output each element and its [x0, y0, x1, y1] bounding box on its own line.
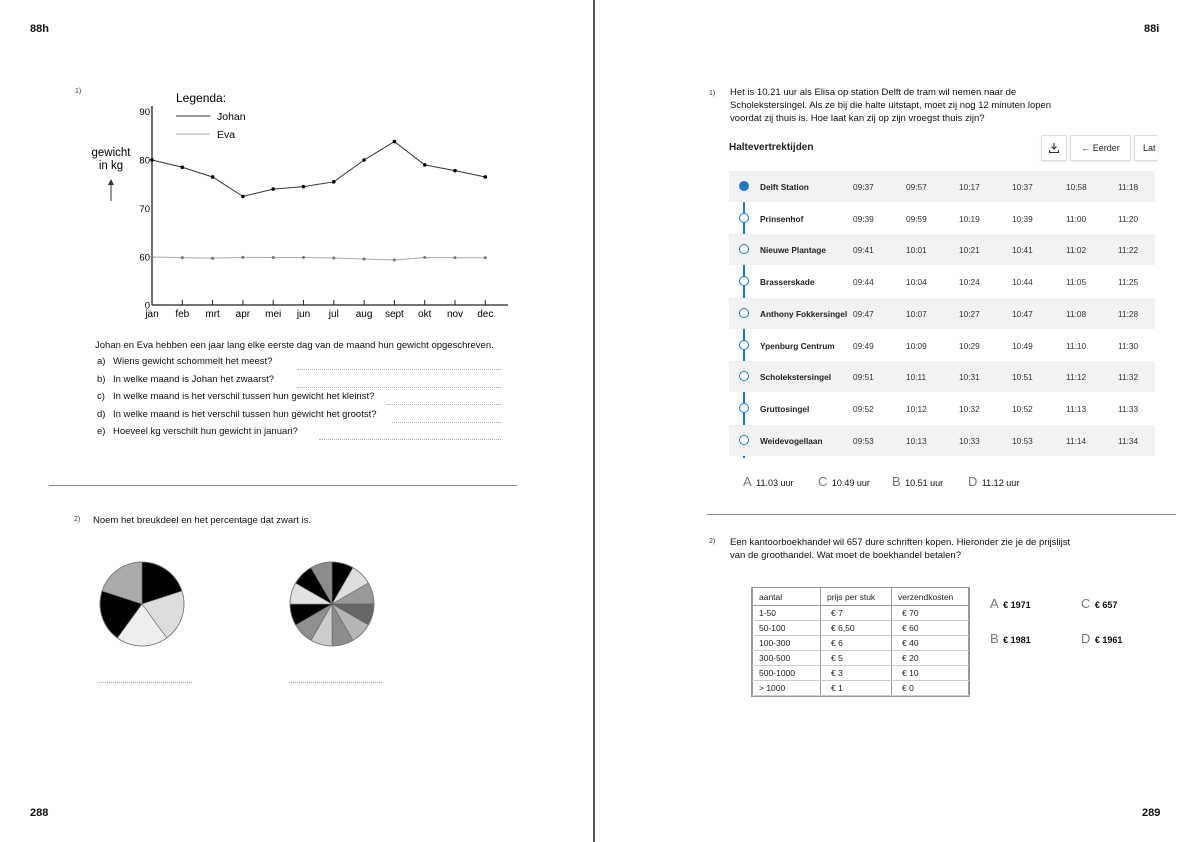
- answer-line[interactable]: [387, 403, 501, 405]
- answer-value: € 1981: [1003, 635, 1031, 645]
- column-header: prijs per stuk: [821, 588, 892, 606]
- answer-letter: B: [892, 474, 901, 489]
- data-point-johan: [271, 187, 275, 191]
- answer-value: € 1971: [1003, 600, 1031, 610]
- subquestion-a: [97, 356, 502, 372]
- departure-time: 11:13: [1066, 403, 1087, 414]
- question-text: [730, 86, 1110, 125]
- pie-chart-12: [287, 560, 377, 650]
- departure-time: 11:18: [1118, 182, 1139, 192]
- pie-chart-5: [96, 560, 188, 650]
- x-tick-label: aug: [355, 309, 373, 320]
- departure-time: 10:09: [906, 340, 927, 351]
- subquestion-text: In welke maand is het verschil tussen hun gewicht het kleinst?: [113, 391, 375, 402]
- y-tick-label: 80: [139, 155, 150, 167]
- departure-time: 11:10: [1066, 340, 1087, 351]
- section-divider: [707, 514, 1176, 515]
- answer-letter: C: [818, 474, 828, 489]
- departure-time: 10:58: [1066, 182, 1087, 192]
- table-cell: 100-300: [753, 636, 821, 651]
- table-row: [753, 681, 969, 696]
- legend-label-johan: Johan: [217, 111, 246, 123]
- data-point-johan: [362, 158, 366, 162]
- departure-time: 09:51: [853, 372, 874, 383]
- stop-name: Weidevogellaan: [760, 435, 823, 446]
- data-point-johan: [211, 175, 215, 179]
- departure-time: 10:19: [959, 213, 980, 224]
- data-point-johan: [453, 169, 457, 173]
- departure-time: 10:44: [1012, 277, 1033, 288]
- departure-time: 10:39: [1012, 213, 1033, 224]
- departure-time: 09:52: [853, 403, 874, 414]
- data-point-johan: [423, 163, 427, 167]
- table-cell: € 20: [892, 651, 969, 666]
- later-button[interactable]: Lat: [1134, 135, 1158, 161]
- departure-time: 11:02: [1066, 245, 1087, 256]
- answer-letter: C: [1081, 596, 1091, 611]
- right-page-number: 289: [1142, 807, 1161, 819]
- departure-time: 09:44: [853, 277, 874, 288]
- subquestion-text: Wiens gewicht schommelt het meest?: [113, 356, 273, 367]
- answer-letter: A: [743, 474, 752, 489]
- left-page-code: 88h: [30, 23, 49, 35]
- departure-time: 10:37: [1012, 182, 1033, 192]
- data-point-eva: [272, 256, 275, 259]
- departure-time: 10:21: [959, 245, 980, 256]
- legend-label-eva: Eva: [217, 129, 236, 141]
- departure-time: 10:07: [906, 308, 927, 319]
- subquestion-d: [97, 409, 502, 425]
- subquestion-letter: e): [97, 426, 106, 437]
- departure-time: 11:14: [1066, 435, 1087, 446]
- stop-name: Anthony Fokkersingel: [760, 308, 848, 319]
- table-cell: € 6,50: [821, 621, 892, 636]
- answer-line[interactable]: [289, 681, 382, 683]
- answer-option-c[interactable]: [1081, 595, 1117, 613]
- question-line: voordat zij thuis is. Hoe laat kan zij op zijn vroegst thuis zijn?: [730, 113, 985, 124]
- y-axis-label-line1: gewicht: [91, 147, 131, 159]
- departure-time: 11:33: [1118, 403, 1139, 414]
- y-tick-label: 60: [139, 252, 150, 264]
- stop-marker-icon: [739, 244, 749, 254]
- answer-letter: B: [990, 631, 999, 646]
- data-point-johan: [484, 175, 488, 179]
- departure-time: 10:11: [906, 372, 927, 383]
- data-point-eva: [484, 256, 487, 259]
- weight-line-chart: [80, 88, 520, 328]
- question-line: Scholekstersingel. Als ze bij die halte uitstapt, moet zij nog 12 minuten lopen: [730, 100, 1052, 111]
- right-page-code: 88i: [1144, 23, 1160, 35]
- x-tick-label: mei: [265, 309, 282, 320]
- departure-time: 09:49: [853, 340, 874, 351]
- answer-line[interactable]: [297, 386, 501, 388]
- data-point-johan: [181, 165, 185, 169]
- subquestion-text: In welke maand is Johan het zwaarst?: [113, 373, 275, 385]
- download-icon: [1048, 142, 1060, 154]
- table-cell: € 10: [892, 666, 969, 681]
- legend-title: Legenda:: [176, 91, 227, 105]
- stop-name: Ypenburg Centrum: [760, 340, 835, 351]
- stop-marker-icon: [739, 340, 749, 350]
- subquestion-letter: b): [97, 373, 106, 385]
- question-number: 1): [75, 88, 82, 95]
- price-table: [751, 587, 970, 697]
- departure-time: 10:13: [906, 435, 927, 446]
- departure-time: 10:41: [1012, 245, 1033, 256]
- stop-name: Nieuwe Plantage: [760, 245, 826, 256]
- y-axis-label-line2: in kg: [98, 160, 124, 172]
- table-cell: € 7: [821, 606, 892, 621]
- subquestion-letter: c): [97, 391, 105, 402]
- timetable-row[interactable]: [729, 298, 1155, 329]
- y-tick-label: 0: [144, 300, 150, 312]
- departure-time: 10:17: [959, 182, 980, 192]
- data-point-johan: [393, 140, 397, 144]
- table-row: [753, 651, 969, 666]
- x-tick-label: jan: [145, 309, 159, 320]
- answer-letter: D: [968, 474, 978, 489]
- departure-time: 10:27: [959, 308, 980, 319]
- question-text: Noem het breukdeel en het percentage dat zwart is.: [93, 515, 312, 526]
- question-number: 1): [709, 90, 716, 97]
- departure-time: 11:25: [1118, 277, 1139, 288]
- answer-value: € 657: [1094, 600, 1118, 610]
- table-row: [753, 621, 969, 636]
- answer-value: 10.49 uur: [831, 478, 870, 488]
- departure-time: 11:34: [1118, 435, 1139, 446]
- table-cell: 300-500: [753, 651, 821, 666]
- subquestion-b: [97, 374, 502, 390]
- departure-time: 10:04: [906, 277, 927, 288]
- data-point-eva: [454, 256, 457, 259]
- x-tick-label: dec: [477, 309, 494, 320]
- y-axis-arrow-icon: [108, 179, 114, 201]
- departure-time: 11:32: [1118, 372, 1139, 383]
- departure-time: 10:47: [1012, 308, 1033, 319]
- data-point-eva: [151, 256, 154, 259]
- stop-marker-icon: [739, 435, 749, 445]
- subquestion-letter: a): [97, 356, 106, 367]
- answer-option-c[interactable]: [818, 473, 870, 491]
- column-header: verzendkosten: [892, 588, 969, 606]
- stop-marker-icon: [739, 371, 749, 381]
- departure-time: 10:32: [959, 403, 980, 414]
- table-row: [753, 636, 969, 651]
- stop-name: Scholekstersingel: [760, 372, 832, 383]
- table-cell: € 6: [821, 636, 892, 651]
- stop-marker-icon: [739, 308, 749, 318]
- table-cell: 1-50: [753, 606, 821, 621]
- departure-time: 10:24: [959, 277, 980, 288]
- x-tick-label: okt: [418, 309, 432, 320]
- departure-time: 11:08: [1066, 308, 1087, 319]
- departure-time: 09:59: [906, 213, 927, 224]
- departure-time: 10:53: [1012, 435, 1033, 446]
- departure-time: 10:12: [906, 403, 927, 414]
- answer-line[interactable]: [99, 681, 192, 683]
- departure-time: 09:47: [853, 308, 874, 319]
- answer-letter: D: [1081, 631, 1091, 646]
- series-line-johan: [152, 142, 485, 197]
- answer-option-d[interactable]: [968, 473, 1019, 491]
- timetable-row[interactable]: [729, 361, 1155, 392]
- x-tick-label: nov: [446, 309, 464, 320]
- departure-time: 11:30: [1118, 340, 1139, 351]
- question-text: [730, 536, 1130, 562]
- timetable-row[interactable]: [729, 266, 1155, 297]
- departure-time: 11:20: [1118, 213, 1139, 224]
- x-tick-label: jul: [328, 309, 339, 320]
- question-line: van de groothandel. Wat moet de boekhandel betalen?: [730, 550, 961, 561]
- x-tick-label: mrt: [205, 309, 220, 320]
- stop-name: Brasserskade: [760, 277, 815, 288]
- timetable-row[interactable]: [729, 393, 1155, 424]
- departure-time: 11:28: [1118, 308, 1139, 319]
- answer-line[interactable]: [319, 438, 501, 440]
- data-point-eva: [302, 256, 305, 259]
- table-row: [753, 666, 969, 681]
- departure-time: 09:53: [853, 435, 874, 446]
- column-header: aantal: [753, 588, 821, 606]
- data-point-johan: [241, 195, 245, 199]
- subquestion-c: [97, 391, 502, 407]
- earlier-button[interactable]: ← Eerder: [1070, 135, 1131, 161]
- section-divider: [49, 485, 517, 486]
- page-spine: [593, 0, 595, 842]
- x-tick-label: feb: [175, 309, 190, 320]
- subquestion-letter: d): [97, 408, 106, 420]
- stop-name: Prinsenhof: [760, 213, 804, 224]
- table-cell: € 3: [821, 666, 892, 681]
- departure-time: 11:12: [1066, 372, 1087, 383]
- timetable-row[interactable]: [729, 425, 1155, 456]
- timetable-title: Haltevertrektijden: [729, 142, 814, 153]
- x-tick-label: sept: [384, 309, 404, 320]
- table-cell: 500-1000: [753, 666, 821, 681]
- table-cell: € 0: [892, 681, 969, 696]
- stop-marker-icon: [739, 181, 749, 191]
- answer-value: € 1961: [1094, 635, 1123, 645]
- answer-value: 10.51 uur: [905, 478, 944, 488]
- data-point-johan: [332, 180, 336, 184]
- answer-line[interactable]: [297, 368, 501, 370]
- answer-option-a[interactable]: [990, 595, 1031, 613]
- table-cell: € 60: [892, 621, 969, 636]
- table-cell: € 40: [892, 636, 969, 651]
- table-cell: € 1: [821, 681, 892, 696]
- answer-value: 11.12 uur: [981, 478, 1020, 488]
- departure-time: 10:31: [959, 372, 980, 383]
- answer-option-b[interactable]: [990, 630, 1031, 648]
- left-page-number: 288: [30, 807, 49, 819]
- question-line: Het is 10.21 uur als Elisa op station Delft de tram wil nemen naar de: [730, 87, 1017, 98]
- y-tick-label: 70: [139, 204, 150, 215]
- departure-time: 11:05: [1066, 277, 1087, 288]
- x-tick-label: apr: [235, 309, 251, 320]
- table-cell: > 1000: [753, 681, 821, 696]
- data-point-eva: [423, 256, 426, 259]
- timetable-row[interactable]: [729, 234, 1155, 265]
- download-button[interactable]: [1041, 135, 1067, 161]
- answer-letter: A: [990, 596, 999, 611]
- answer-line[interactable]: [392, 421, 501, 423]
- stop-marker-icon: [739, 403, 749, 413]
- table-cell: 50-100: [753, 621, 821, 636]
- departure-time: 09:39: [853, 213, 874, 224]
- subquestion-text: Hoeveel kg verschilt hun gewicht in januari?: [113, 426, 298, 437]
- stop-marker-icon: [739, 213, 749, 223]
- departure-time: 11:00: [1066, 213, 1087, 224]
- departure-time: 09:57: [906, 182, 927, 192]
- table-row: [753, 606, 969, 621]
- answer-option-a[interactable]: [743, 473, 794, 491]
- data-point-eva: [332, 256, 335, 259]
- data-point-eva: [181, 256, 184, 259]
- question-number: 2): [74, 516, 81, 523]
- series-line-eva: [152, 257, 485, 260]
- question-line: Een kantoorboekhandel wil 657 dure schriften kopen. Hieronder zie je de prijslijst: [730, 537, 1071, 548]
- departure-time: 10:49: [1012, 340, 1033, 351]
- table-cell: € 70: [892, 606, 969, 621]
- departure-time: 09:41: [853, 245, 874, 256]
- answer-value: 11.03 uur: [756, 478, 794, 488]
- stop-name: Gruttosingel: [760, 403, 810, 414]
- stop-marker-icon: [739, 276, 749, 286]
- departure-time: 10:01: [906, 245, 927, 256]
- timetable-row[interactable]: [729, 203, 1155, 234]
- answer-option-d[interactable]: [1081, 630, 1122, 648]
- subquestion-text: In welke maand is het verschil tussen hun gewicht het grootst?: [113, 408, 377, 420]
- answer-option-b[interactable]: [892, 473, 943, 491]
- departure-time: 10:52: [1012, 403, 1033, 414]
- x-tick-label: jun: [296, 309, 311, 320]
- question-number: 2): [709, 538, 716, 545]
- departure-time: 11:22: [1118, 245, 1139, 256]
- stop-name: Delft Station: [760, 182, 809, 192]
- subquestion-e: [97, 426, 502, 442]
- table-header-row: [753, 588, 969, 606]
- departure-time: 09:37: [853, 182, 874, 192]
- data-point-johan: [150, 158, 154, 162]
- departure-time: 10:51: [1012, 372, 1033, 383]
- table-cell: € 5: [821, 651, 892, 666]
- data-point-eva: [241, 256, 244, 259]
- data-point-eva: [393, 258, 396, 261]
- y-tick-label: 90: [139, 107, 150, 118]
- data-point-johan: [302, 185, 306, 189]
- question-intro: Johan en Eva hebben een jaar lang elke eerste dag van de maand hun gewicht opgeschreven.: [95, 340, 494, 351]
- timetable-row[interactable]: [729, 330, 1155, 361]
- data-point-eva: [211, 257, 214, 260]
- timetable-row[interactable]: [729, 171, 1155, 202]
- departure-time: 10:33: [959, 435, 980, 446]
- departure-time: 10:29: [959, 340, 980, 351]
- data-point-eva: [363, 258, 366, 261]
